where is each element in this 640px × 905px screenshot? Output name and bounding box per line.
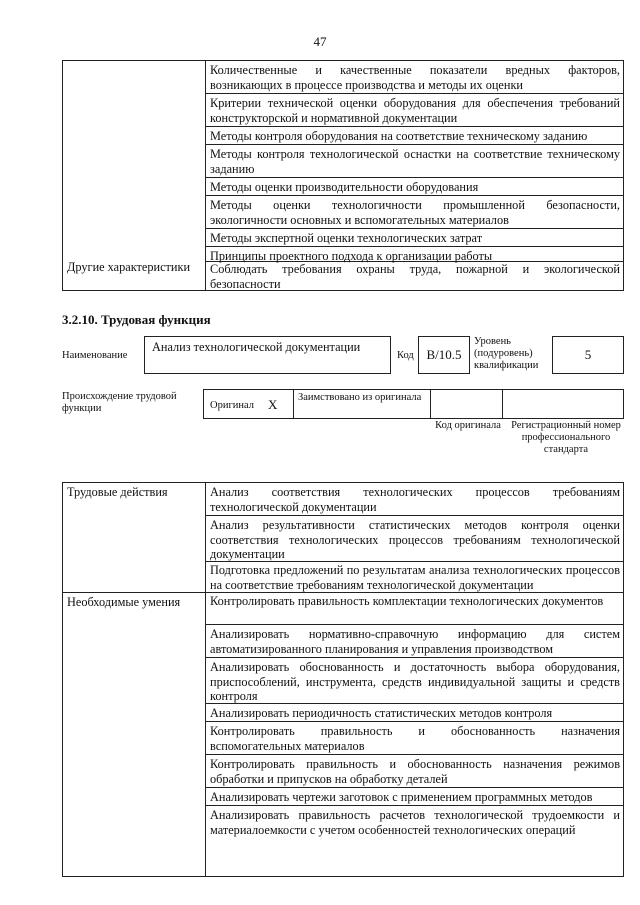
origin-label: Происхождение трудовой функции <box>62 391 177 414</box>
code-box <box>418 336 470 374</box>
table-row: Контролировать правильность и обоснованность назначения режимов обработки и припусков на обработку деталей <box>206 755 623 788</box>
level-value: 5 <box>584 347 592 362</box>
reg-number-caption: Регистрационный номер профессионального стандарта <box>511 420 621 455</box>
table-row: Анализировать чертежи заготовок с применением программных методов <box>206 788 623 806</box>
original-mark: X <box>268 397 278 412</box>
table-row: Принципы проектного подхода к организации работы <box>206 247 623 262</box>
table-row: Количественные и качественные показатели вредных факторов, возникающих в процессе производства и методы их оценки <box>206 61 623 94</box>
other-characteristics-table <box>62 60 624 291</box>
labor-function-rows <box>206 483 623 876</box>
table-row: Контролировать правильность комплектации технологических документов <box>206 592 623 625</box>
function-name-box <box>144 336 391 374</box>
table-row: Критерии технической оценки оборудования для обеспечения требований конструкторской и нормативной документации <box>206 94 623 127</box>
table-row: Методы экспертной оценки технологических затрат <box>206 229 623 247</box>
table-row: Анализ результативности статистических методов контроля оценки соответствия технологических процессов требованиям технологической документации <box>206 516 623 562</box>
labor-function-table <box>62 482 624 877</box>
table-row: Соблюдать требования охраны труда, пожарной и экологической безопасности <box>210 262 620 291</box>
code-label: Код <box>397 350 414 361</box>
origin-box <box>203 389 624 419</box>
level-box <box>552 336 624 374</box>
other-characteristics-rows <box>206 61 623 290</box>
table-row: Анализ соответствия технологических процессов требованиям технологической документации <box>206 483 623 516</box>
level-label: Уровень (подуровень) квалификации <box>474 336 539 371</box>
divider <box>293 390 294 418</box>
divider <box>430 390 431 418</box>
table-row: Методы оценки технологичности промышленной безопасности, экологичности основных и вспомогательных материалов <box>206 196 623 229</box>
section-title: 3.2.10. Трудовая функция <box>62 312 211 327</box>
function-name-value: Анализ технологической документации <box>152 340 361 354</box>
table-row: Анализировать обоснованность и достаточность выбора оборудования, приспособлений, инструмента, средств индивидуальной защиты и средств контроля <box>206 658 623 704</box>
code-original-caption: Код оригинала <box>435 420 501 431</box>
divider <box>502 390 503 418</box>
table-row: Подготовка предложений по результатам анализа технологических процессов на соответствие требованиям технологической документации <box>210 563 620 592</box>
required-skills-label: Необходимые умения <box>67 595 181 609</box>
page-number: 47 <box>313 34 327 49</box>
borrowed-label: Заимствовано из оригинала <box>298 392 422 403</box>
other-characteristics-label: Другие характеристики <box>67 260 191 274</box>
table-row: Контролировать правильность и обоснованность назначения вспомогательных материалов <box>206 722 623 755</box>
table-row: Методы контроля технологической оснастки на соответствие техническому заданию <box>206 145 623 178</box>
name-label: Наименование <box>62 350 128 361</box>
table-row: Анализировать периодичность статистических методов контроля <box>206 704 623 722</box>
code-value: В/10.5 <box>426 347 462 362</box>
table-row: Анализировать правильность расчетов технологической трудоемкости и материалоемкости с учетом особенностей технологических операций <box>210 808 620 837</box>
original-label: Оригинал <box>210 400 254 411</box>
table-row: Методы оценки производительности оборудования <box>206 178 623 196</box>
labor-actions-label: Трудовые действия <box>67 485 168 499</box>
table-row: Анализировать нормативно-справочную информацию для систем автоматизированного планирования и управления производством <box>206 625 623 658</box>
table-row: Методы контроля оборудования на соответствие техническому заданию <box>206 127 623 145</box>
